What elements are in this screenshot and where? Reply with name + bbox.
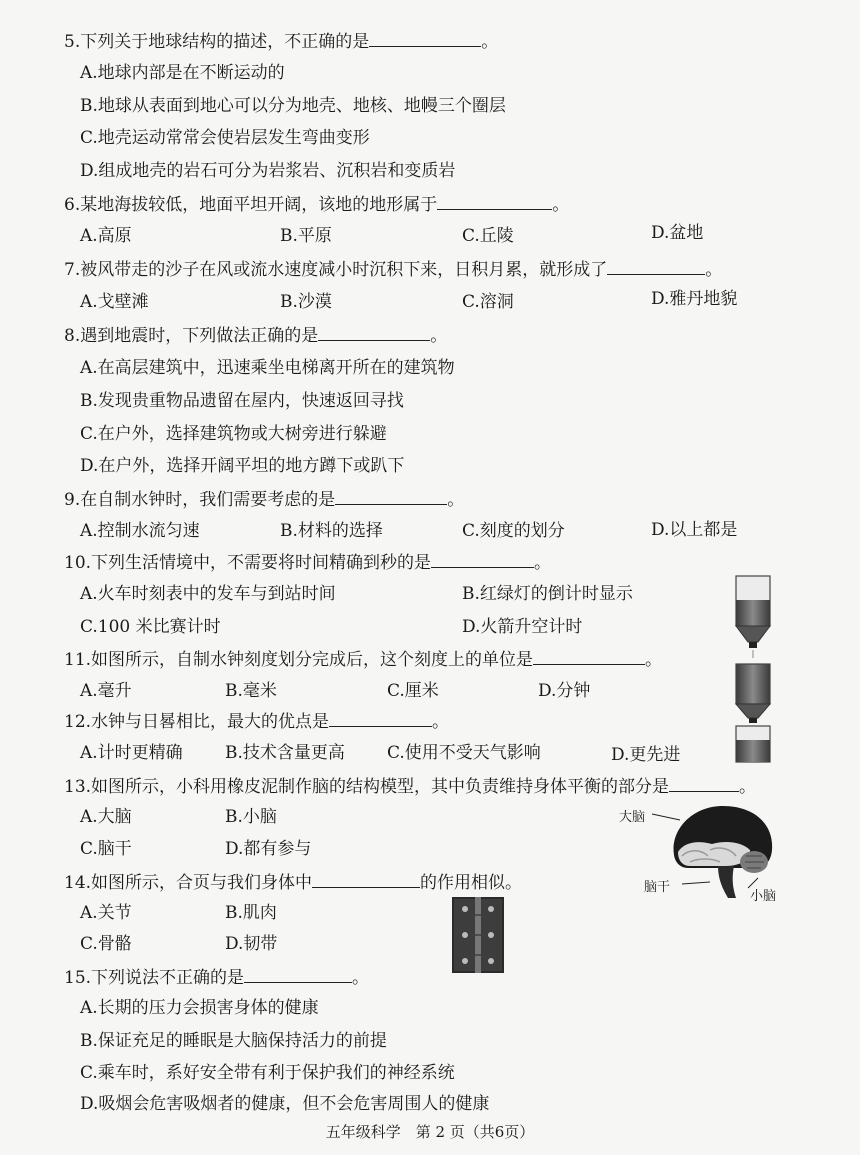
hinge-icon	[450, 895, 506, 975]
question-stem: 12.水钟与日晷相比，最大的优点是	[64, 712, 330, 732]
answer-blank[interactable]	[335, 488, 447, 505]
option-c[interactable]: C.溶洞	[462, 292, 514, 312]
option-d[interactable]: D.韧带	[225, 934, 278, 954]
option-d[interactable]: D.组成地壳的岩石可分为岩浆岩、沉积岩和变质岩	[80, 161, 456, 181]
option-a[interactable]: A.火车时刻表中的发车与到站时间	[80, 584, 336, 604]
answer-blank[interactable]	[369, 30, 481, 47]
option-d[interactable]: D.吸烟会危害吸烟者的健康，但不会危害周围人的健康	[80, 1094, 490, 1114]
page-footer: 五年级科学 第 2 页（共6页）	[325, 1123, 535, 1141]
option-a[interactable]: A.关节	[80, 903, 132, 923]
brain-label-lines	[640, 800, 800, 910]
option-b[interactable]: B.保证充足的睡眠是大脑保持活力的前提	[80, 1031, 387, 1051]
option-b[interactable]: B.技术含量更高	[225, 743, 345, 763]
option-a[interactable]: A.地球内部是在不断运动的	[80, 63, 285, 83]
question-stem: 10.下列生活情境中，不需要将时间精确到秒的是	[64, 553, 432, 573]
answer-blank[interactable]	[312, 871, 420, 888]
question-13: 13.如图所示，小科用橡皮泥制作脑的结构模型，其中负责维持身体平衡的部分是 。	[64, 777, 757, 797]
cerebrum-label: 大脑	[619, 810, 646, 825]
question-stem: 8.遇到地震时，下列做法正确的是	[64, 326, 319, 346]
answer-blank[interactable]	[607, 258, 705, 275]
question-stem: 5.下列关于地球结构的描述，不正确的是	[64, 32, 370, 52]
question-stem: 6.某地海拔较低，地面平坦开阔，该地的地形属于	[64, 195, 438, 215]
question-12: 12.水钟与日晷相比，最大的优点是 。	[64, 712, 450, 732]
question-stem: 9.在自制水钟时，我们需要考虑的是	[64, 490, 336, 510]
question-15: 15.下列说法不正确的是 。	[64, 968, 370, 988]
option-d[interactable]: D.以上都是	[651, 520, 738, 540]
question-14: 14.如图所示，合页与我们身体中 的作用相似。	[64, 873, 523, 893]
option-c[interactable]: C.厘米	[387, 681, 439, 701]
option-d[interactable]: D.都有参与	[225, 839, 312, 859]
question-stem: 14.如图所示，合页与我们身体中	[64, 873, 313, 893]
option-d[interactable]: D.分钟	[538, 681, 591, 701]
option-d[interactable]: D.盆地	[651, 223, 704, 243]
option-a[interactable]: A.大脑	[80, 807, 132, 827]
answer-blank[interactable]	[329, 710, 432, 727]
option-a[interactable]: A.计时更精确	[80, 743, 183, 763]
option-d[interactable]: D.雅丹地貌	[651, 289, 738, 309]
option-d[interactable]: D.更先进	[611, 745, 681, 765]
question-11: 11.如图所示，自制水钟刻度划分完成后，这个刻度上的单位是 。	[64, 650, 663, 670]
option-b[interactable]: B.平原	[280, 226, 332, 246]
question-stem: 15.下列说法不正确的是	[64, 968, 245, 988]
option-a[interactable]: A.戈壁滩	[80, 292, 149, 312]
cerebellum-label: 小脑	[750, 889, 777, 904]
answer-blank[interactable]	[669, 775, 739, 792]
option-a[interactable]: A.长期的压力会损害身体的健康	[80, 998, 319, 1018]
option-c[interactable]: C.在户外，选择建筑物或大树旁进行躲避	[80, 424, 387, 444]
option-b[interactable]: B.红绿灯的倒计时显示	[462, 584, 633, 604]
answer-blank[interactable]	[431, 551, 534, 568]
option-b[interactable]: B.毫米	[225, 681, 277, 701]
option-a[interactable]: A.高原	[80, 226, 132, 246]
option-d[interactable]: D.在户外，选择开阔平坦的地方蹲下或趴下	[80, 456, 405, 476]
option-d[interactable]: D.火箭升空计时	[462, 617, 583, 637]
option-b[interactable]: B.肌肉	[225, 903, 277, 923]
question-5: 5.下列关于地球结构的描述，不正确的是 。	[64, 32, 499, 52]
question-stem: 7.被风带走的沙子在风或流水速度减小时沉积下来，日积月累，就形成了	[64, 260, 608, 280]
option-c[interactable]: C.脑干	[80, 839, 132, 859]
answer-blank[interactable]	[437, 193, 552, 210]
option-c[interactable]: C.骨骼	[80, 934, 132, 954]
question-stem: 13.如图所示，小科用橡皮泥制作脑的结构模型，其中负责维持身体平衡的部分是	[64, 777, 670, 797]
option-a[interactable]: A.控制水流匀速	[80, 521, 200, 541]
question-8: 8.遇到地震时，下列做法正确的是 。	[64, 326, 448, 346]
option-c[interactable]: C.地壳运动常常会使岩层发生弯曲变形	[80, 128, 370, 148]
option-b[interactable]: B.材料的选择	[280, 521, 383, 541]
answer-blank[interactable]	[244, 966, 352, 983]
option-c[interactable]: C.丘陵	[462, 226, 514, 246]
question-stem: 11.如图所示，自制水钟刻度划分完成后，这个刻度上的单位是	[64, 650, 534, 670]
option-a[interactable]: A.在高层建筑中，迅速乘坐电梯离开所在的建筑物	[80, 358, 455, 378]
question-10: 10.下列生活情境中，不需要将时间精确到秒的是 。	[64, 553, 552, 573]
option-c[interactable]: C.刻度的划分	[462, 521, 565, 541]
answer-blank[interactable]	[533, 648, 645, 665]
water-clock-bottles-icon	[728, 570, 776, 766]
option-c[interactable]: C.使用不受天气影响	[387, 743, 541, 763]
option-a[interactable]: A.毫升	[80, 681, 132, 701]
option-b[interactable]: B.小脑	[225, 807, 277, 827]
question-9: 9.在自制水钟时，我们需要考虑的是 。	[64, 490, 465, 510]
answer-blank[interactable]	[318, 324, 430, 341]
option-b[interactable]: B.发现贵重物品遗留在屋内，快速返回寻找	[80, 391, 404, 411]
option-c[interactable]: C.100 米比赛计时	[80, 617, 221, 637]
brainstem-label: 脑干	[644, 880, 671, 895]
question-6: 6.某地海拔较低，地面平坦开阔，该地的地形属于 。	[64, 195, 570, 215]
option-b[interactable]: B.沙漠	[280, 292, 332, 312]
question-7: 7.被风带走的沙子在风或流水速度减小时沉积下来，日积月累，就形成了 。	[64, 260, 723, 280]
option-b[interactable]: B.地球从表面到地心可以分为地壳、地核、地幔三个圈层	[80, 96, 506, 116]
option-c[interactable]: C.乘车时，系好安全带有利于保护我们的神经系统	[80, 1063, 455, 1083]
